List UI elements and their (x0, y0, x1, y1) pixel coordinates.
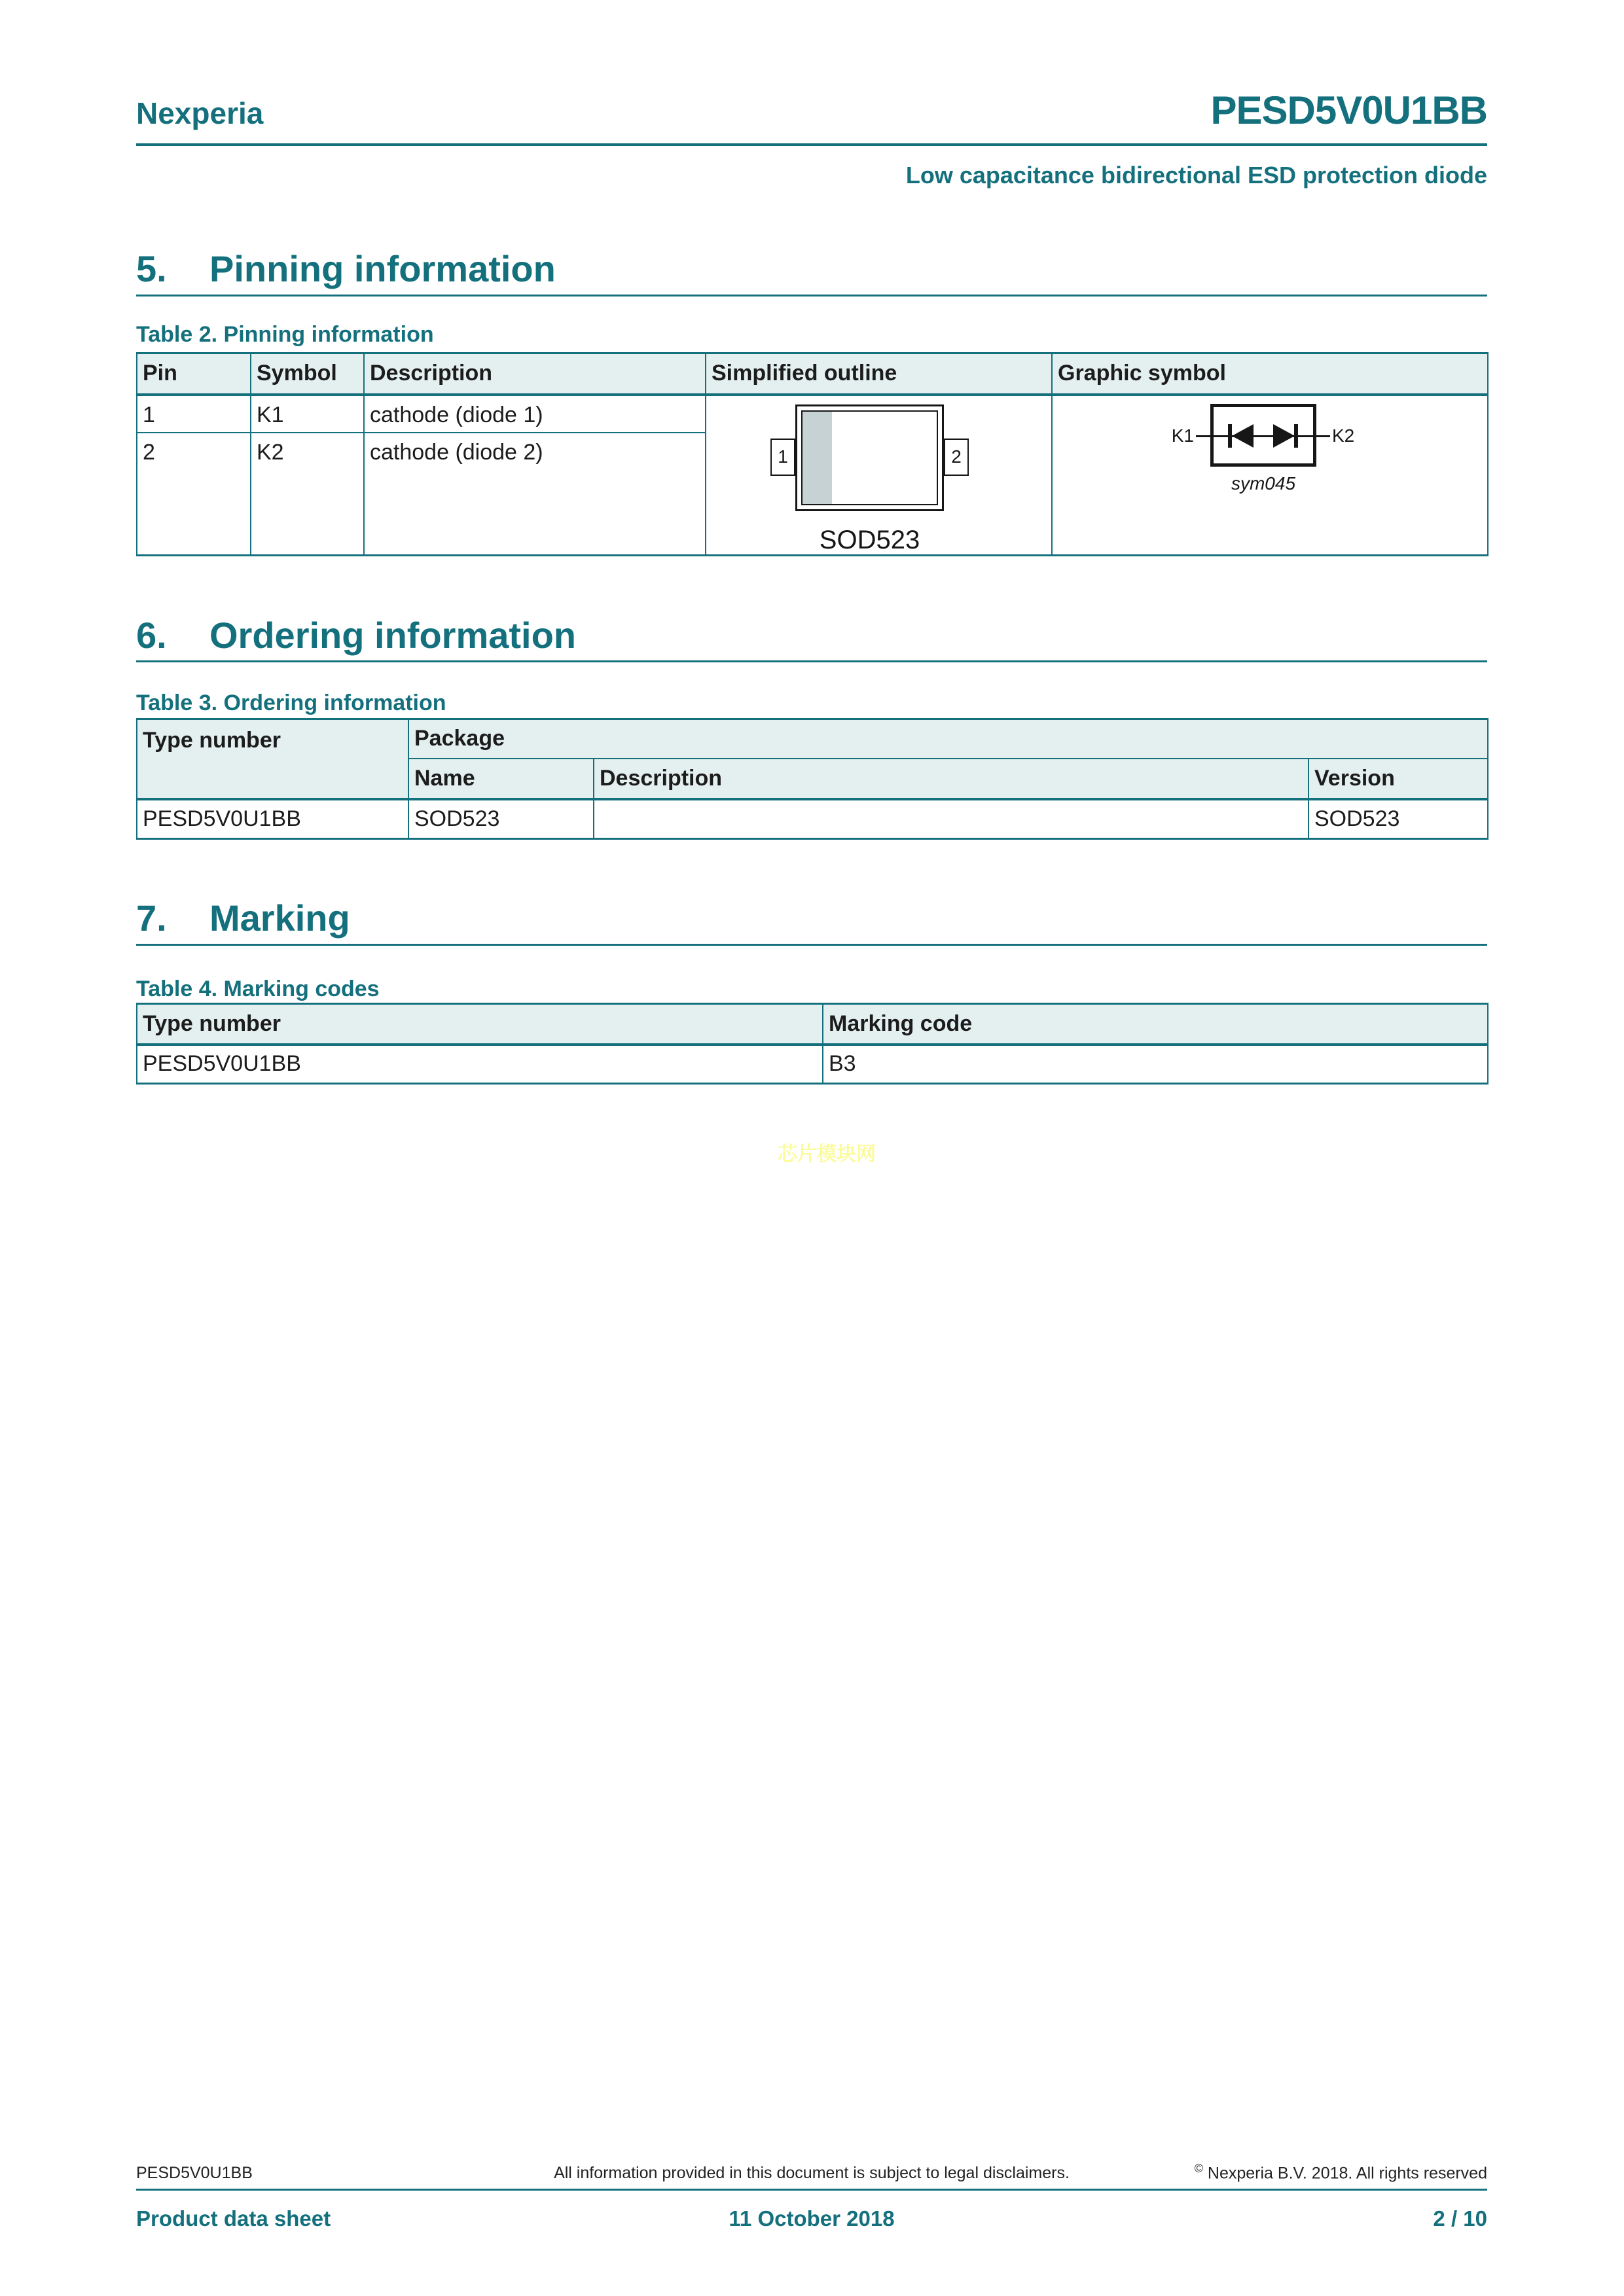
cell-package-name: SOD523 (408, 799, 594, 839)
package-body-inner (801, 410, 938, 505)
package-lead-2 (944, 439, 969, 476)
marking-table-row (137, 1045, 1488, 1084)
cell-package-description (594, 799, 1308, 839)
terminal-label-k1: K1 (1171, 425, 1194, 446)
section-title: Marking (209, 897, 350, 939)
ordering-table (136, 718, 1489, 840)
section-number: 7. (136, 897, 167, 939)
section-number: 6. (136, 615, 167, 656)
footer-rule (136, 2189, 1487, 2191)
col-header-name: Name (408, 759, 594, 799)
footer-page-number: 2 / 10 (1433, 2206, 1487, 2231)
table4-caption: Table 4. Marking codes (136, 977, 380, 1001)
cell-marking-code: B3 (823, 1045, 1488, 1084)
cell-pin-2: 2 (137, 433, 251, 556)
footer-date: 11 October 2018 (729, 2206, 895, 2231)
col-header-version: Version (1308, 759, 1488, 799)
page-title-part-number: PESD5V0U1BB (1210, 88, 1487, 132)
package-polarity-band (803, 412, 832, 504)
diode-cathode-bar-right (1294, 424, 1298, 448)
col-header-type-number: Type number (137, 719, 408, 799)
cell-description-1: cathode (diode 1) (364, 395, 706, 433)
diode-triangle-left-icon (1232, 424, 1254, 448)
col-header-type-number: Type number (137, 1004, 823, 1045)
cell-type-number: PESD5V0U1BB (137, 1045, 823, 1084)
lead-number: 2 (951, 446, 962, 467)
copyright-text: Nexperia B.V. 2018. All rights reserved (1207, 2164, 1487, 2183)
diode-symbol-drawing (1053, 396, 1487, 555)
pinning-table-row (137, 395, 1488, 433)
col-header-marking-code: Marking code (823, 1004, 1488, 1045)
package-name-caption: SOD523 (819, 525, 920, 554)
footer-doc-id: PESD5V0U1BB (136, 2164, 253, 2183)
footer-copyright (1070, 2162, 1487, 2183)
col-header-package: Package (408, 719, 1488, 759)
cell-package-version: SOD523 (1308, 799, 1488, 839)
footer-disclaimer: All information provided in this document is subject to legal disclaimers. (554, 2164, 1070, 2183)
table3-caption: Table 3. Ordering information (136, 691, 446, 715)
ordering-table-row (137, 799, 1488, 839)
cell-symbol-k2: K2 (251, 433, 364, 556)
symbol-reference-caption: sym045 (1231, 473, 1296, 493)
lead-number: 1 (778, 446, 788, 467)
table2-caption: Table 2. Pinning information (136, 322, 434, 347)
section-heading-pinning (136, 247, 556, 290)
package-body (795, 404, 944, 511)
cell-pin-1: 1 (137, 395, 251, 433)
simplified-outline-cell (706, 395, 1052, 556)
terminal-label-k2: K2 (1332, 425, 1355, 446)
col-header-simplified-outline: Simplified outline (706, 353, 1052, 395)
page-footer (136, 2162, 1487, 2231)
symbol-box (1210, 404, 1316, 467)
package-outline-drawing (706, 396, 1051, 555)
section-rule (136, 295, 1487, 296)
section-heading-ordering (136, 614, 576, 656)
document-subtitle: Low capacitance bidirectional ESD protection diode (905, 162, 1487, 188)
col-header-pin: Pin (137, 353, 251, 395)
cell-symbol-k1: K1 (251, 395, 364, 433)
ordering-table-header-row-1 (137, 719, 1488, 759)
footer-info-row (136, 2206, 1487, 2231)
pinning-table (136, 352, 1489, 556)
col-header-symbol: Symbol (251, 353, 364, 395)
col-header-graphic-symbol: Graphic symbol (1052, 353, 1488, 395)
package-lead-1 (770, 439, 795, 476)
section-number: 5. (136, 248, 167, 289)
section-rule (136, 944, 1487, 946)
footer-legal-row (136, 2162, 1487, 2183)
graphic-symbol-cell (1052, 395, 1488, 556)
section-heading-marking (136, 897, 350, 939)
copyright-symbol: © (1194, 2162, 1203, 2175)
footer-doc-type: Product data sheet (136, 2206, 331, 2231)
section-title: Pinning information (209, 248, 556, 289)
brand-logo-text: Nexperia (136, 96, 264, 130)
col-header-description: Description (364, 353, 706, 395)
marking-table (136, 1003, 1489, 1085)
marking-table-header-row (137, 1004, 1488, 1045)
section-rule (136, 660, 1487, 662)
watermark-text: 芯片模块网 (778, 1143, 876, 1165)
pinning-table-header-row (137, 353, 1488, 395)
header-rule (136, 143, 1487, 146)
col-header-package-description: Description (594, 759, 1308, 799)
diode-triangle-right-icon (1273, 424, 1295, 448)
section-title: Ordering information (209, 615, 576, 656)
cell-type-number: PESD5V0U1BB (137, 799, 408, 839)
cell-description-2: cathode (diode 2) (364, 433, 706, 556)
